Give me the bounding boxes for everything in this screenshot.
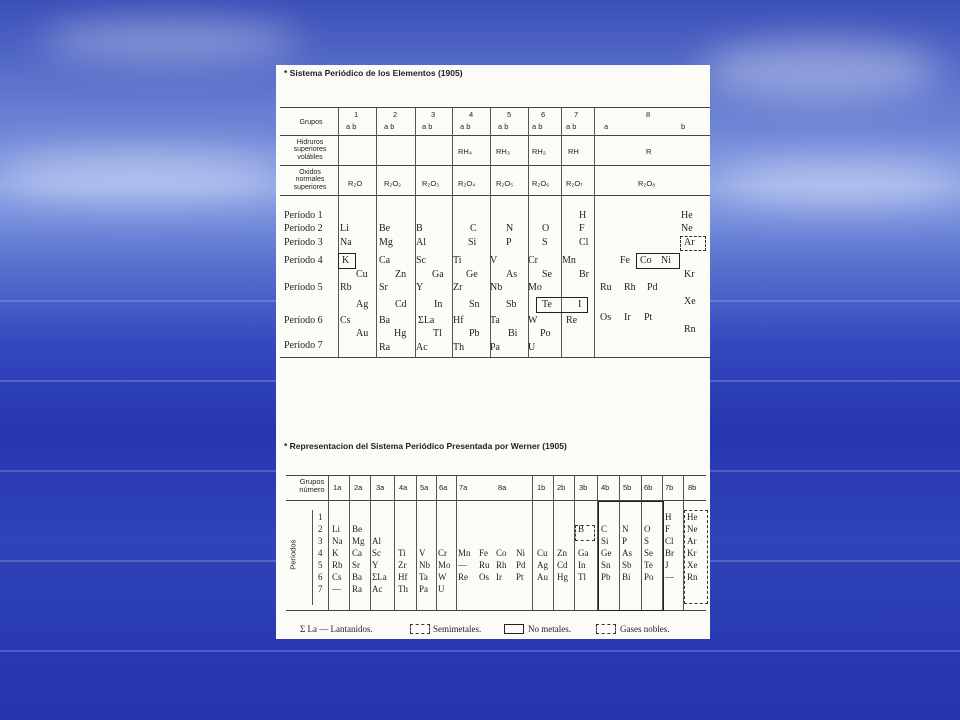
- element-symbol: He: [681, 210, 693, 221]
- group-num: 2: [393, 110, 398, 119]
- element-symbol: C: [470, 223, 477, 234]
- divider: [280, 165, 710, 166]
- element-symbol: Ta: [490, 315, 500, 326]
- element-symbol: Nb: [419, 560, 430, 570]
- element-symbol: Ba: [352, 572, 362, 582]
- element-symbol: Te: [542, 299, 552, 310]
- element-symbol: —: [332, 584, 341, 594]
- group-header: 2b: [557, 483, 566, 492]
- element-symbol: Au: [537, 572, 548, 582]
- noble-gas-box: [680, 236, 706, 251]
- element-symbol: H: [665, 512, 672, 522]
- group-header: 4b: [601, 483, 610, 492]
- divider: [280, 195, 710, 196]
- element-symbol: Cu: [537, 548, 548, 558]
- element-symbol: Th: [398, 584, 408, 594]
- element-symbol: S: [644, 536, 650, 546]
- element-symbol: Os: [600, 312, 612, 323]
- column-line: [416, 475, 417, 610]
- element-symbol: Kr: [687, 548, 697, 558]
- group-header: 5a: [420, 483, 429, 492]
- element-symbol: Pd: [516, 560, 526, 570]
- element-symbol: Cd: [395, 299, 407, 310]
- legend-noble-gases: Gases nobles.: [620, 624, 670, 634]
- cloud-streak: [0, 150, 280, 200]
- element-symbol: Na: [332, 536, 343, 546]
- element-symbol: Fe: [479, 548, 488, 558]
- element-symbol: Cd: [557, 560, 568, 570]
- element-symbol: Rb: [340, 282, 352, 293]
- oxide-formula: R₂O₄: [458, 179, 476, 188]
- element-symbol: Sb: [506, 299, 517, 310]
- element-symbol: B: [578, 524, 585, 534]
- element-symbol: Re: [566, 315, 578, 326]
- element-symbol: Rn: [687, 572, 698, 582]
- element-symbol: B: [416, 223, 423, 234]
- group-num: 7: [574, 110, 579, 119]
- element-symbol: Bi: [508, 328, 518, 339]
- element-symbol: Mo: [438, 560, 451, 570]
- element-symbol: Ca: [379, 255, 391, 266]
- group-header: 8a: [498, 483, 507, 492]
- element-symbol: V: [490, 255, 498, 266]
- element-symbol: —: [458, 560, 467, 570]
- group-num: 5: [507, 110, 512, 119]
- element-symbol: Ne: [687, 524, 698, 534]
- table2-title: * Representacion del Sistema Periódico Presentada por Werner (1905): [284, 441, 567, 451]
- row-label-oxidos: Oxidos normales superiores: [293, 169, 327, 191]
- element-symbol: W: [438, 572, 447, 582]
- element-symbol: Os: [479, 572, 490, 582]
- group-header: 5b: [623, 483, 632, 492]
- group-sub: a b: [566, 122, 577, 131]
- element-symbol: Re: [458, 572, 468, 582]
- element-symbol: H: [579, 210, 587, 221]
- hydride-formula: RH₂: [532, 147, 546, 156]
- group-sub: a b: [384, 122, 395, 131]
- hydride-formula: RH₃: [496, 147, 510, 156]
- legend-semimetal-swatch: [410, 624, 430, 634]
- element-symbol: ΣLa: [418, 315, 435, 326]
- column-line: [574, 475, 575, 610]
- oxide-formula: R₂O₆: [532, 179, 550, 188]
- element-symbol: Cr: [528, 255, 538, 266]
- cloud-streak: [720, 160, 960, 205]
- element-symbol: Cl: [665, 536, 674, 546]
- group-header: 8b: [688, 483, 697, 492]
- scanned-page: [276, 65, 710, 639]
- group-header: 2a: [354, 483, 363, 492]
- element-symbol: Si: [468, 237, 477, 248]
- grupos-numero-label: Grupos número: [299, 477, 325, 494]
- element-symbol: N: [506, 223, 514, 234]
- element-symbol: Br: [579, 269, 589, 280]
- element-symbol: Cr: [438, 548, 447, 558]
- element-symbol: Li: [332, 524, 340, 534]
- element-symbol: Po: [644, 572, 654, 582]
- period-number: 3: [318, 536, 323, 546]
- periodos-label: Períodos: [288, 539, 298, 570]
- element-symbol: Br: [665, 548, 674, 558]
- element-symbol: U: [438, 584, 445, 594]
- element-symbol: P: [506, 237, 512, 248]
- column-line: [553, 475, 554, 610]
- element-symbol: Zr: [398, 560, 407, 570]
- group-header: 1a: [333, 483, 342, 492]
- element-symbol: Ga: [432, 269, 444, 280]
- element-symbol: Li: [340, 223, 349, 234]
- element-symbol: Sc: [372, 548, 381, 558]
- element-symbol: Rn: [684, 324, 696, 335]
- period-label: Período 4: [284, 255, 323, 266]
- divider: [280, 135, 710, 136]
- element-symbol: Sb: [622, 560, 632, 570]
- element-symbol: Xe: [687, 560, 698, 570]
- element-symbol: Ru: [600, 282, 612, 293]
- element-symbol: Rh: [624, 282, 636, 293]
- period-number: 7: [318, 584, 323, 594]
- element-symbol: Ir: [496, 572, 502, 582]
- element-symbol: In: [578, 560, 586, 570]
- element-symbol: As: [622, 548, 633, 558]
- element-symbol: Al: [372, 536, 381, 546]
- column-line: [594, 107, 595, 357]
- group-header: 6b: [644, 483, 653, 492]
- group-num: 4: [469, 110, 474, 119]
- table1-title: * Sistema Periódico de los Elementos (1905): [284, 68, 463, 78]
- element-symbol: Pb: [469, 328, 480, 339]
- divider: [280, 357, 710, 358]
- element-symbol: —: [665, 572, 674, 582]
- element-symbol: Sc: [416, 255, 426, 266]
- element-symbol: Pb: [601, 572, 611, 582]
- element-symbol: Rh: [496, 560, 507, 570]
- element-symbol: Ru: [479, 560, 490, 570]
- hydride-formula: RH₄: [458, 147, 472, 156]
- element-symbol: K: [332, 548, 339, 558]
- element-symbol: Pt: [516, 572, 524, 582]
- element-symbol: Fe: [620, 255, 630, 266]
- element-symbol: C: [601, 524, 608, 534]
- element-symbol: Se: [644, 548, 653, 558]
- element-symbol: Au: [356, 328, 369, 339]
- element-symbol: O: [542, 223, 550, 234]
- period-label: Período 5: [284, 282, 323, 293]
- period-number: 2: [318, 524, 323, 534]
- element-symbol: Y: [372, 560, 379, 570]
- element-symbol: Co: [496, 548, 507, 558]
- element-symbol: Ge: [601, 548, 612, 558]
- group-header: 1b: [537, 483, 546, 492]
- group-header: 3b: [579, 483, 588, 492]
- element-symbol: Pa: [490, 342, 500, 353]
- element-symbol: Pa: [419, 584, 428, 594]
- element-symbol: Mg: [379, 237, 393, 248]
- row-label-grupos: Grupos: [299, 119, 323, 126]
- group-num: 3: [431, 110, 436, 119]
- group-sub: a b: [460, 122, 471, 131]
- element-symbol: Mn: [562, 255, 576, 266]
- element-symbol: Ag: [537, 560, 548, 570]
- element-symbol: Kr: [684, 269, 695, 280]
- column-line: [456, 475, 457, 610]
- period-label: Período 7: [284, 340, 323, 351]
- group-header: 6a: [439, 483, 448, 492]
- element-symbol: N: [622, 524, 629, 534]
- group-num: 6: [541, 110, 546, 119]
- legend-nonmetals: No metales.: [528, 624, 571, 634]
- group-num: 1: [354, 110, 359, 119]
- group-header: 3a: [376, 483, 385, 492]
- legend-noble-gas-swatch: [596, 624, 616, 634]
- group-header: 7b: [665, 483, 674, 492]
- column-line: [328, 475, 329, 610]
- cloud-streak: [700, 40, 940, 100]
- element-symbol: Xe: [684, 296, 696, 307]
- element-symbol: U: [528, 342, 536, 353]
- element-symbol: Ni: [516, 548, 525, 558]
- element-symbol: K: [342, 255, 350, 266]
- element-symbol: P: [622, 536, 628, 546]
- element-symbol: Cs: [340, 315, 351, 326]
- element-symbol: V: [419, 548, 426, 558]
- element-symbol: Po: [540, 328, 551, 339]
- element-symbol: I: [578, 299, 582, 310]
- element-symbol: O: [644, 524, 651, 534]
- element-symbol: Ti: [398, 548, 406, 558]
- group-sub: a b: [498, 122, 509, 131]
- group-sub: b: [681, 122, 686, 131]
- element-symbol: J: [665, 560, 669, 570]
- element-symbol: Zn: [395, 269, 407, 280]
- element-symbol: F: [665, 524, 671, 534]
- element-symbol: Be: [379, 223, 391, 234]
- element-symbol: He: [687, 512, 698, 522]
- element-symbol: Sr: [352, 560, 361, 570]
- highlight-box: [536, 297, 588, 313]
- group-header: 4a: [399, 483, 408, 492]
- element-symbol: Ir: [624, 312, 631, 323]
- period-number: 5: [318, 560, 323, 570]
- element-symbol: Cl: [579, 237, 589, 248]
- legend-lanthanides: Σ La — Lantanidos.: [300, 624, 373, 634]
- element-symbol: Hf: [453, 315, 464, 326]
- hydride-formula: RH: [568, 147, 579, 156]
- element-symbol: Rb: [332, 560, 343, 570]
- element-symbol: In: [434, 299, 443, 310]
- element-symbol: Ar: [684, 237, 695, 248]
- period-label: Período 2: [284, 223, 323, 234]
- period-number: 6: [318, 572, 323, 582]
- legend-nonmetal-swatch: [504, 624, 524, 634]
- element-symbol: Zn: [557, 548, 567, 558]
- period-number: 4: [318, 548, 323, 558]
- element-symbol: Mo: [528, 282, 542, 293]
- column-line: [376, 107, 377, 357]
- element-symbol: Te: [644, 560, 653, 570]
- element-symbol: Hf: [398, 572, 408, 582]
- highlight-box: [636, 253, 680, 269]
- element-symbol: Bi: [622, 572, 631, 582]
- group-sub: a b: [346, 122, 357, 131]
- element-symbol: Ac: [372, 584, 383, 594]
- element-symbol: Mn: [458, 548, 471, 558]
- element-symbol: Ag: [356, 299, 369, 310]
- element-symbol: Ni: [661, 255, 671, 266]
- element-symbol: Ga: [578, 548, 589, 558]
- element-symbol: Ti: [453, 255, 462, 266]
- element-symbol: Ne: [681, 223, 693, 234]
- element-symbol: Ar: [687, 536, 697, 546]
- element-symbol: Mg: [352, 536, 365, 546]
- element-symbol: Y: [416, 282, 424, 293]
- element-symbol: Ra: [352, 584, 362, 594]
- column-line: [436, 475, 437, 610]
- element-symbol: Pd: [647, 282, 658, 293]
- element-symbol: Th: [453, 342, 465, 353]
- element-symbol: Tl: [578, 572, 586, 582]
- element-symbol: Ac: [416, 342, 428, 353]
- element-symbol: ΣLa: [372, 572, 387, 582]
- period-number: 1: [318, 512, 323, 522]
- element-symbol: Ta: [419, 572, 428, 582]
- element-symbol: Ge: [466, 269, 478, 280]
- element-symbol: Be: [352, 524, 362, 534]
- element-symbol: Hg: [394, 328, 407, 339]
- oxide-formula: R₂O₈: [638, 179, 656, 188]
- column-line: [349, 475, 350, 610]
- element-symbol: W: [528, 315, 538, 326]
- group-sub: a b: [532, 122, 543, 131]
- period-label: Período 1: [284, 210, 323, 221]
- column-line: [394, 475, 395, 610]
- oxide-formula: R₂O: [348, 179, 363, 188]
- element-symbol: Nb: [490, 282, 503, 293]
- column-line: [532, 475, 533, 610]
- hydride-formula: R: [646, 147, 652, 156]
- group-sub: a: [604, 122, 609, 131]
- element-symbol: Pt: [644, 312, 653, 323]
- group-num: 8: [646, 110, 651, 119]
- element-symbol: Ca: [352, 548, 362, 558]
- element-symbol: Zr: [453, 282, 463, 293]
- element-symbol: Sn: [469, 299, 480, 310]
- period-label: Período 6: [284, 315, 323, 326]
- element-symbol: As: [506, 269, 518, 280]
- element-symbol: Ra: [379, 342, 391, 353]
- column-line: [338, 107, 339, 357]
- row-label-hidruros: Hidruros superiores volátiles: [293, 139, 327, 161]
- group-header: 7a: [459, 483, 468, 492]
- element-symbol: Na: [340, 237, 352, 248]
- element-symbol: Sr: [379, 282, 388, 293]
- element-symbol: F: [579, 223, 585, 234]
- column-line: [561, 107, 562, 357]
- element-symbol: Hg: [557, 572, 568, 582]
- element-symbol: Sn: [601, 560, 611, 570]
- legend-semimetals: Semimetales.: [433, 624, 482, 634]
- oxide-formula: R₂O₃: [422, 179, 440, 188]
- sea-ripple: [0, 650, 960, 652]
- element-symbol: S: [542, 237, 548, 248]
- element-symbol: Cu: [356, 269, 368, 280]
- column-line: [370, 475, 371, 610]
- oxide-formula: R₂O₂: [384, 179, 402, 188]
- group-sub: a b: [422, 122, 433, 131]
- period-label: Período 3: [284, 237, 323, 248]
- element-symbol: Si: [601, 536, 609, 546]
- element-symbol: Cs: [332, 572, 342, 582]
- element-symbol: Al: [416, 237, 426, 248]
- element-symbol: Co: [640, 255, 652, 266]
- cloud-streak: [40, 20, 300, 60]
- highlight-box: [338, 253, 356, 269]
- element-symbol: Ba: [379, 315, 391, 326]
- element-symbol: Tl: [433, 328, 442, 339]
- divider: [280, 107, 710, 108]
- oxide-formula: R₂O₅: [496, 179, 514, 188]
- oxide-formula: R₂O₇: [566, 179, 583, 188]
- element-symbol: Se: [542, 269, 552, 280]
- period-brace: [312, 510, 313, 605]
